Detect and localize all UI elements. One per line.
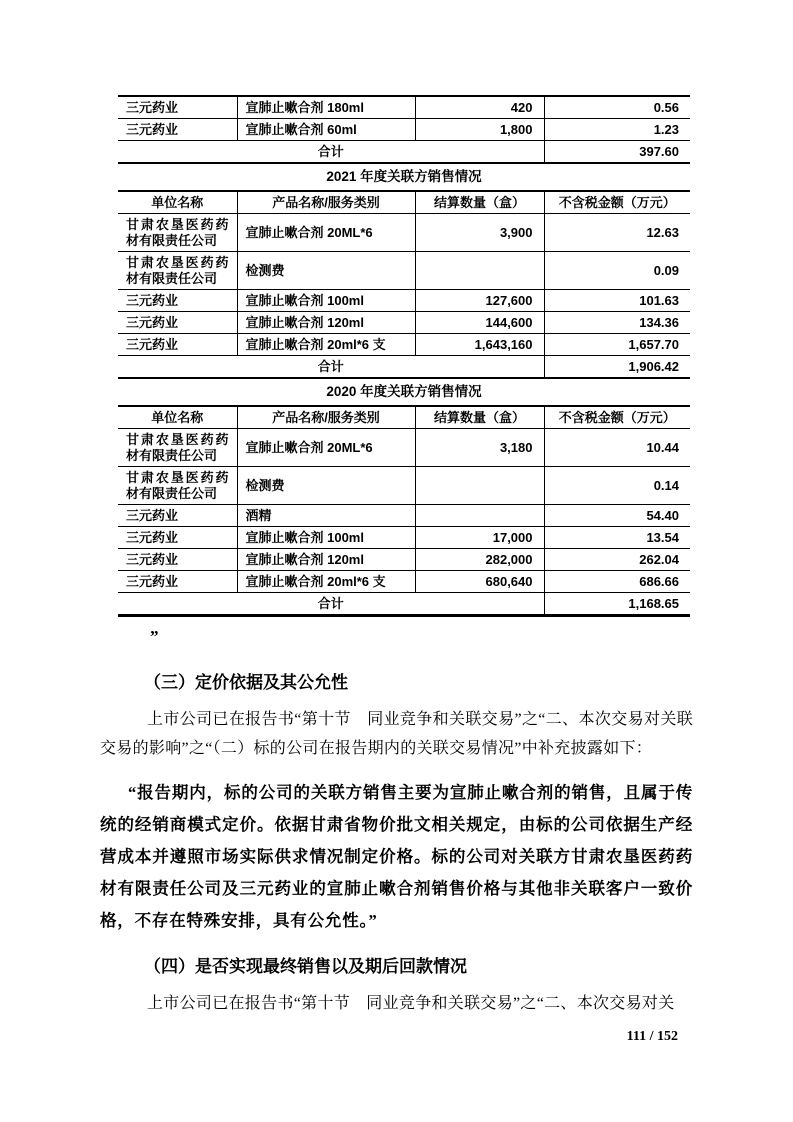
table-cell: 三元药业	[126, 99, 179, 115]
table-cell: 宣肺止嗽合剂 20ml*6 支	[237, 334, 415, 356]
table-cell: 134.36	[544, 312, 690, 334]
sales-table-2021	[118, 190, 690, 379]
table-cell: 1,800	[415, 119, 544, 141]
table-cell: 17,000	[415, 527, 544, 549]
table-cell: 三元药业	[118, 571, 237, 593]
table-cell: 3,900	[415, 214, 544, 252]
page-number: 111 / 152	[626, 1029, 678, 1044]
table-cell: 12.63	[544, 214, 690, 252]
document-content	[100, 0, 693, 1046]
table-row	[118, 505, 690, 527]
table-cell	[415, 467, 544, 505]
table-row	[118, 119, 690, 141]
table-cell: 1.23	[544, 119, 690, 141]
table-cell: 0.56	[544, 96, 690, 119]
table-row	[118, 549, 690, 571]
column-header: 结算数量（盒）	[415, 191, 544, 214]
table-cell: 680,640	[415, 571, 544, 593]
table-header-row	[118, 191, 690, 214]
table-cell: 686.66	[544, 571, 690, 593]
sales-table-2020	[118, 405, 690, 617]
table-row	[118, 467, 690, 505]
table-cell: 宣肺止嗽合剂 20ML*6	[237, 214, 415, 252]
table-cell: 宣肺止嗽合剂 100ml	[237, 290, 415, 312]
table-cell: 甘肃农垦医药药材有限责任公司	[118, 252, 237, 290]
column-header: 产品名称/服务类别	[237, 191, 415, 214]
table-cell: 甘肃农垦医药药材有限责任公司	[118, 214, 237, 252]
table-cell: 三元药业	[118, 549, 237, 571]
table-cell: 13.54	[544, 527, 690, 549]
table-row	[118, 334, 690, 356]
table-cell: 1,643,160	[415, 334, 544, 356]
table-cell: 262.04	[544, 549, 690, 571]
column-header: 产品名称/服务类别	[237, 406, 415, 429]
table-cell: 三元药业	[118, 505, 237, 527]
section3-quoted-disclosure: “报告期内，标的公司的关联方销售主要为宣肺止嗽合剂的销售，且属于传统的经销商模式定价。依据甘肃省物价批文相关规定，由标的公司依据生产经营成本并遵照市场实际供求情况制定价格。标的公司对关联方甘肃农垦医药药材有限责任公司及三元药业的宣肺止嗽合剂销售价格与其他非关联客户一致价格，不存在特殊安排，具有公允性。”	[100, 783, 693, 930]
table-body	[118, 191, 690, 378]
table-row	[118, 214, 690, 252]
table-row	[118, 527, 690, 549]
table-total-row	[118, 356, 690, 379]
column-header: 结算数量（盒）	[415, 406, 544, 429]
total-label: 合计	[118, 356, 544, 379]
table-total-row	[118, 593, 690, 616]
column-header: 不含税金额（万元）	[544, 406, 690, 429]
table-cell: 检测费	[237, 252, 415, 290]
table-cell	[415, 252, 544, 290]
table-cell: 三元药业	[118, 290, 237, 312]
total-value: 1,906.42	[544, 356, 690, 379]
table-cell: 10.44	[544, 429, 690, 467]
table-cell: 宣肺止嗽合剂 120ml	[237, 549, 415, 571]
column-header: 单位名称	[151, 194, 204, 210]
table-cell: 0.14	[544, 467, 690, 505]
table-cell: 甘肃农垦医药药材有限责任公司	[118, 429, 237, 467]
table-title-2021: 2021 年度关联方销售情况	[326, 169, 482, 184]
table-row	[118, 312, 690, 334]
table-cell: 宣肺止嗽合剂 100ml	[237, 527, 415, 549]
table-cell: 宣肺止嗽合剂 180ml	[237, 96, 415, 119]
section3-paragraph: 上市公司已在报告书“第十节 同业竞争和关联交易”之“二、本次交易对关联交易的影响”之“（二）标的公司在报告期内的关联交易情况”中补充披露如下：	[100, 711, 693, 757]
table-row	[118, 252, 690, 290]
table-cell: 三元药业	[118, 527, 237, 549]
total-value: 1,168.65	[544, 593, 690, 616]
total-value: 397.60	[544, 141, 690, 164]
total-label: 合计	[118, 141, 544, 164]
table-total-row	[118, 141, 690, 164]
section-heading-3: （三）定价依据及其公允性	[144, 673, 348, 692]
closing-quote-mark: ”	[150, 627, 159, 646]
column-header: 单位名称	[151, 409, 204, 425]
table-cell: 甘肃农垦医药药材有限责任公司	[118, 467, 237, 505]
table-title-2020: 2020 年度关联方销售情况	[326, 384, 482, 399]
sales-table-continued	[118, 95, 690, 164]
table-row	[118, 290, 690, 312]
section4-paragraph: 上市公司已在报告书“第十节 同业竞争和关联交易”之“二、本次交易对关	[147, 995, 675, 1012]
table-cell: 三元药业	[118, 312, 237, 334]
table-cell: 0.09	[544, 252, 690, 290]
table-cell: 宣肺止嗽合剂 20ml*6 支	[237, 571, 415, 593]
table-cell: 检测费	[237, 467, 415, 505]
table-cell: 三元药业	[118, 119, 237, 141]
table-row	[118, 571, 690, 593]
table-cell: 420	[415, 96, 544, 119]
table-row	[118, 429, 690, 467]
table-cell: 282,000	[415, 549, 544, 571]
table-cell: 54.40	[544, 505, 690, 527]
table-cell: 144,600	[415, 312, 544, 334]
table-cell: 宣肺止嗽合剂 60ml	[237, 119, 415, 141]
table-cell: 101.63	[544, 290, 690, 312]
table-cell: 3,180	[415, 429, 544, 467]
table-cell: 宣肺止嗽合剂 120ml	[237, 312, 415, 334]
table-body	[118, 406, 690, 616]
table-row	[118, 96, 690, 119]
column-header: 不含税金额（万元）	[544, 191, 690, 214]
total-label: 合计	[118, 593, 544, 616]
table-cell	[415, 505, 544, 527]
table-cell: 三元药业	[118, 334, 237, 356]
table-cell: 127,600	[415, 290, 544, 312]
table-body	[118, 96, 690, 163]
table-cell: 酒精	[237, 505, 415, 527]
table-cell: 1,657.70	[544, 334, 690, 356]
section-heading-4: （四）是否实现最终销售以及期后回款情况	[144, 957, 467, 976]
table-cell: 宣肺止嗽合剂 20ML*6	[237, 429, 415, 467]
table-header-row	[118, 406, 690, 429]
